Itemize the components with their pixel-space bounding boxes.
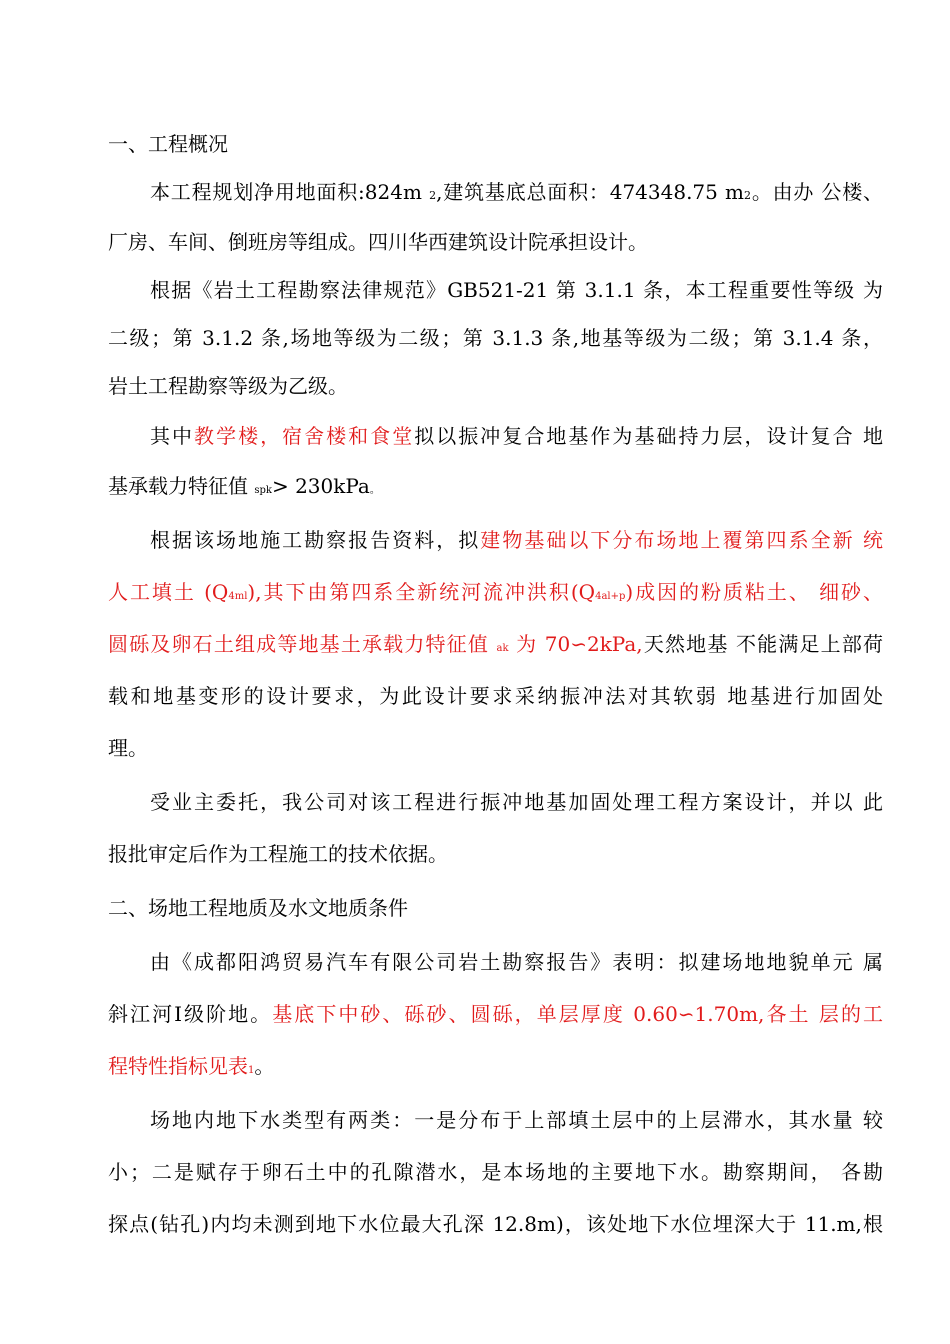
paragraph-1-line-1: 本工程规划净用地面积:824m 2,建筑基底总面积：474348.75 m2。由办 公楼、 xyxy=(150,180,884,204)
paragraph-4-line-1: 根据该场地施工勘察报告资料，拟建物基础以下分布场地上覆第四系全新 统 xyxy=(150,528,884,552)
paragraph-2-line-1: 根据《岩土工程勘察法律规范》GB521-21 第 3.1.1 条，本工程重要性等级 为 xyxy=(150,278,883,302)
paragraph-6-line-1: 由《成都阳鸿贸易汽车有限公司岩土勘察报告》表明：拟建场地地貌单元 属 xyxy=(150,950,883,974)
section-heading-2: 二、场地工程地质及水文地质条件 xyxy=(108,896,408,920)
paragraph-7-line-3: 探点(钻孔)内均未测到地下水位最大孔深 12.8m)，该处地下水位埋深大于 11.m,根 xyxy=(108,1212,883,1236)
paragraph-4-line-4: 载和地基变形的设计要求，为此设计要求采纳振冲法对其软弱 地基进行加固处 xyxy=(108,684,883,708)
paragraph-5-line-2: 报批审定后作为工程施工的技术依据。 xyxy=(108,842,448,866)
section-heading-1: 一、工程概况 xyxy=(108,132,228,156)
paragraph-3-line-2: 基承载力特征值 spk> 230kPa。 xyxy=(108,474,380,498)
paragraph-6-line-2: 斜江河Ⅰ级阶地。基底下中砂、砾砂、圆砾，单层厚度 0.60∽1.70m,各土 层的工 xyxy=(108,1002,884,1026)
paragraph-1-line-2: 厂房、车间、倒班房等组成。四川华西建筑设计院承担设计。 xyxy=(108,230,648,254)
paragraph-4-line-2: 人工填土 (Q4ml),其下由第四系全新统河流冲洪积(Q4al+p)成因的粉质粘土、 细砂、 xyxy=(108,580,884,604)
paragraph-2-line-2: 二级；第 3.1.2 条,场地等级为二级；第 3.1.3 条,地基等级为二级；第 3.1.4 条， xyxy=(108,326,883,350)
paragraph-2-line-3: 岩土工程勘察等级为乙级。 xyxy=(108,374,348,398)
paragraph-5-line-1: 受业主委托，我公司对该工程进行振冲地基加固处理工程方案设计，并以 此 xyxy=(150,790,883,814)
paragraph-7-line-2: 小；二是赋存于卵石土中的孔隙潜水，是本场地的主要地下水。勘察期间， 各勘 xyxy=(108,1160,883,1184)
paragraph-3-line-1: 其中教学楼，宿舍楼和食堂拟以振冲复合地基作为基础持力层，设计复合 地 xyxy=(150,424,884,448)
paragraph-4-line-3: 圆砾及卵石土组成等地基土承载力特征值 ak 为 70∽2kPa,天然地基 不能满足上部荷 xyxy=(108,632,884,656)
paragraph-4-line-5: 理。 xyxy=(108,736,148,760)
paragraph-7-line-1: 场地内地下水类型有两类：一是分布于上部填土层中的上层滞水，其水量 较 xyxy=(150,1108,883,1132)
paragraph-6-line-3: 程特性指标见表1。 xyxy=(108,1054,275,1078)
